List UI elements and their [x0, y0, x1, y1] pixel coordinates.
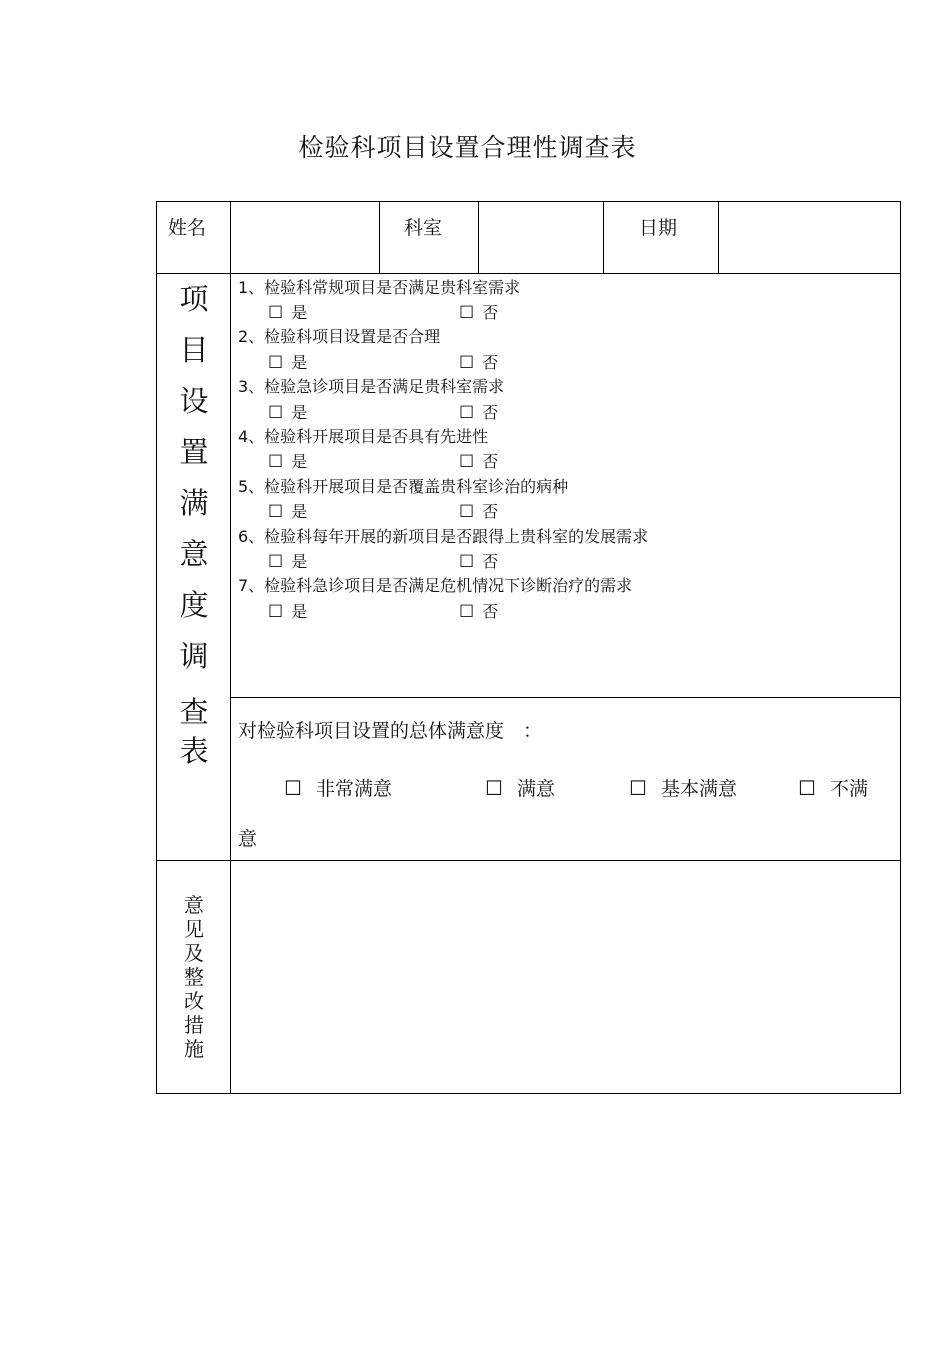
q2-yes-option[interactable] [268, 350, 307, 373]
checkbox-icon[interactable]: ☐ [798, 776, 816, 800]
q5-yes-option[interactable] [268, 499, 307, 522]
option-label: 基本满意 [660, 778, 737, 800]
checkbox-icon[interactable]: ☐ [459, 452, 475, 472]
checkbox-icon[interactable]: ☐ [268, 552, 284, 572]
section-label-char: 调 [179, 639, 209, 673]
option-unsatisfied[interactable] [798, 774, 868, 801]
overall-satisfaction-label: 对检验科项目设置的总体满意度 ： [238, 720, 543, 742]
yes-label: 是 [291, 552, 308, 571]
section-label-char: 意 [179, 537, 209, 571]
name-field[interactable] [231, 202, 379, 273]
section-label [157, 274, 231, 768]
checkbox-icon[interactable]: ☐ [268, 502, 284, 522]
q3-yes-option[interactable] [268, 400, 307, 423]
checkbox-icon[interactable]: ☐ [459, 552, 475, 572]
no-label: 否 [482, 403, 499, 422]
q4-yes-option[interactable] [268, 449, 307, 472]
opinion-label-char: 改 [184, 989, 204, 1013]
no-label: 否 [482, 452, 499, 471]
yes-label: 是 [291, 602, 308, 621]
q3-no-option[interactable] [459, 400, 498, 423]
section-label-char: 置 [179, 435, 209, 469]
name-label: 姓名 [168, 217, 207, 239]
question-5: 5、检验科开展项目是否覆盖贵科室诊治的病种 [238, 477, 569, 496]
section-label-char: 表 [179, 734, 209, 768]
dept-field[interactable] [479, 202, 603, 273]
checkbox-icon[interactable]: ☐ [459, 303, 475, 323]
no-label: 否 [482, 552, 499, 571]
checkbox-icon[interactable]: ☐ [485, 776, 503, 800]
option-very-satisfied[interactable] [284, 774, 392, 801]
row-divider-header [157, 273, 900, 274]
checkbox-icon[interactable]: ☐ [459, 502, 475, 522]
option-label: 不满 [829, 778, 868, 800]
option-label: 非常满意 [315, 778, 392, 800]
opinion-label-char: 及 [184, 941, 204, 965]
date-label: 日期 [639, 217, 678, 239]
yes-label: 是 [291, 502, 308, 521]
question-7: 7、检验科急诊项目是否满足危机情况下诊断治疗的需求 [238, 576, 633, 595]
section-label-char: 项 [179, 282, 209, 316]
opinion-field[interactable] [231, 861, 900, 1093]
option-label: 满意 [516, 778, 555, 800]
col-divider-name-value [379, 202, 380, 273]
checkbox-icon[interactable]: ☐ [268, 452, 284, 472]
q1-yes-option[interactable] [268, 300, 307, 323]
section-label-char: 满 [179, 486, 209, 520]
checkbox-icon[interactable]: ☐ [629, 776, 647, 800]
option-satisfied[interactable] [485, 774, 555, 801]
no-label: 否 [482, 303, 499, 322]
option-unsatisfied-wrap: 意 [238, 828, 258, 850]
checkbox-icon[interactable]: ☐ [268, 303, 284, 323]
checkbox-icon[interactable]: ☐ [459, 403, 475, 423]
checkbox-icon[interactable]: ☐ [268, 353, 284, 373]
q6-yes-option[interactable] [268, 549, 307, 572]
section-label-char: 查 [179, 695, 209, 729]
yes-label: 是 [291, 403, 308, 422]
yes-label: 是 [291, 353, 308, 372]
opinion-label-char: 意 [184, 893, 204, 917]
yes-label: 是 [291, 452, 308, 471]
no-label: 否 [482, 502, 499, 521]
q4-no-option[interactable] [459, 449, 498, 472]
question-1: 1、检验科常规项目是否满足贵科室需求 [238, 278, 521, 297]
q1-no-option[interactable] [459, 300, 498, 323]
section-label-char: 设 [179, 384, 209, 418]
no-label: 否 [482, 602, 499, 621]
opinion-label-char: 施 [184, 1037, 204, 1061]
checkbox-icon[interactable]: ☐ [459, 602, 475, 622]
no-label: 否 [482, 353, 499, 372]
opinion-label [157, 893, 231, 1061]
checkbox-icon[interactable]: ☐ [268, 602, 284, 622]
option-basically-satisfied[interactable] [629, 774, 737, 801]
opinion-label-char: 见 [184, 917, 204, 941]
checkbox-icon[interactable]: ☐ [268, 403, 284, 423]
dept-label: 科室 [404, 217, 443, 239]
page-title: 检验科项目设置合理性调查表 [298, 133, 637, 162]
checkbox-icon[interactable]: ☐ [284, 776, 302, 800]
checkbox-icon[interactable]: ☐ [459, 353, 475, 373]
question-4: 4、检验科开展项目是否具有先进性 [238, 427, 489, 446]
question-2: 2、检验科项目设置是否合理 [238, 327, 441, 346]
col-divider-dept-value [603, 202, 604, 273]
yes-label: 是 [291, 303, 308, 322]
opinion-label-char: 整 [184, 965, 204, 989]
row-divider-questions [231, 697, 900, 698]
section-label-char: 度 [179, 588, 209, 622]
q7-no-option[interactable] [459, 599, 498, 622]
q2-no-option[interactable] [459, 350, 498, 373]
survey-form [156, 201, 901, 1094]
question-6: 6、检验科每年开展的新项目是否跟得上贵科室的发展需求 [238, 527, 649, 546]
q5-no-option[interactable] [459, 499, 498, 522]
q7-yes-option[interactable] [268, 599, 307, 622]
date-field[interactable] [719, 202, 900, 273]
opinion-label-char: 措 [184, 1013, 204, 1037]
q6-no-option[interactable] [459, 549, 498, 572]
section-label-char: 目 [179, 333, 209, 367]
question-3: 3、检验急诊项目是否满足贵科室需求 [238, 377, 505, 396]
